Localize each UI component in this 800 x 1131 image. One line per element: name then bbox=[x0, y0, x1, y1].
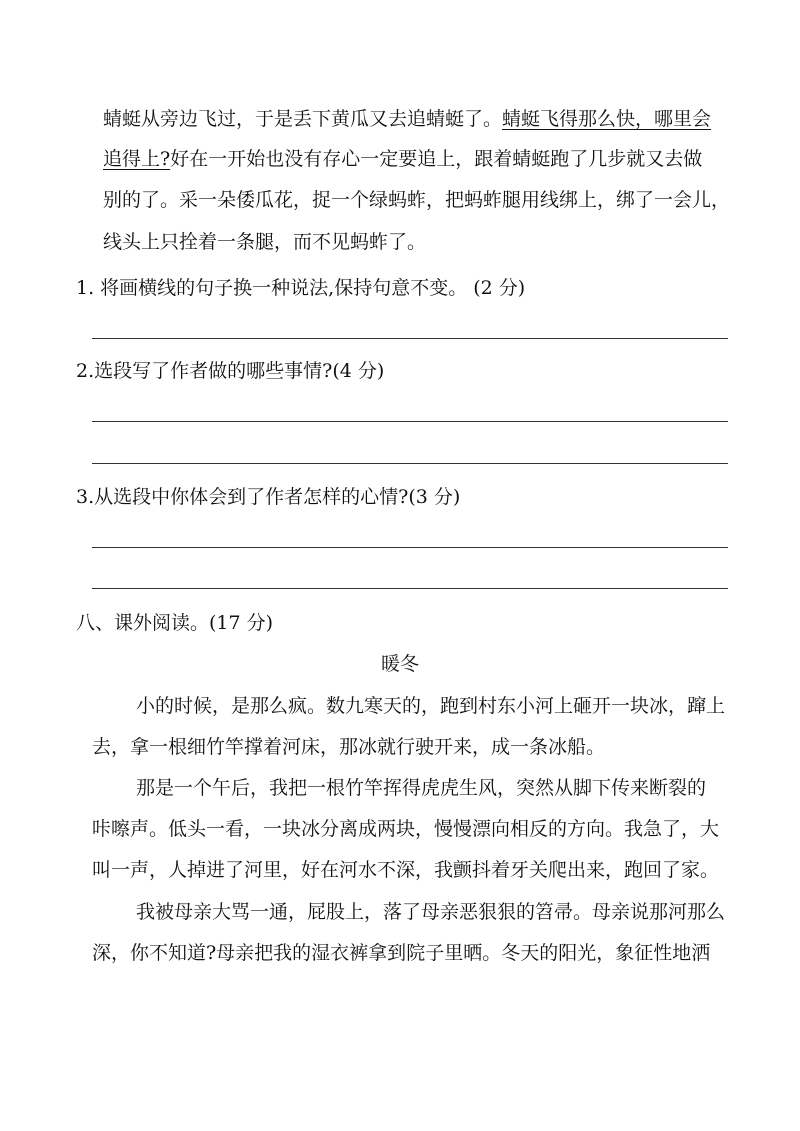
answer-line-q2-2[interactable] bbox=[92, 463, 728, 464]
underlined-sentence-part-1: 蜻蜓飞得那么快，哪里会 bbox=[502, 108, 712, 130]
answer-line-q3-1[interactable] bbox=[92, 547, 728, 548]
passage-line-2 bbox=[103, 146, 702, 172]
article-title: 暖冬 bbox=[380, 653, 419, 675]
passage-text: 好在一开始也没有存心一定要追上，跟着蜻蜓跑了几步就又去做 bbox=[170, 148, 703, 170]
question-1: 1. 将画横线的句子换一种说法,保持句意不变。 (2 分) bbox=[76, 277, 526, 299]
passage-line-4: 线头上只拴着一条腿，而不见蚂蚱了。 bbox=[103, 231, 427, 253]
article-line-5: 叫一声，人掉进了河里，好在河水不深，我颤抖着牙关爬出来，跑回了家。 bbox=[92, 859, 720, 881]
answer-line-q2-1[interactable] bbox=[92, 421, 728, 422]
article-line-4: 咔嚓声。低头一看，一块冰分离成两块，慢慢漂向相反的方向。我急了，大 bbox=[92, 818, 720, 840]
passage-line-1 bbox=[103, 106, 711, 132]
answer-line-q3-2[interactable] bbox=[92, 588, 728, 589]
article-line-2: 去，拿一根细竹竿撑着河床，那冰就行驶开来，成一条冰船。 bbox=[92, 736, 606, 758]
question-2: 2.选段写了作者做的哪些事情?(4 分) bbox=[76, 360, 385, 382]
section-heading: 八、课外阅读。(17 分) bbox=[76, 612, 274, 634]
article-line-3: 那是一个午后，我把一根竹竿挥得虎虎生风，突然从脚下传来断裂的 bbox=[136, 777, 707, 799]
passage-line-3: 别的了。采一朵倭瓜花，捉一个绿蚂蚱，把蚂蚱腿用线绑上，绑了一会儿， bbox=[103, 189, 731, 211]
article-line-1: 小的时候，是那么疯。数九寒天的，跑到村东小河上砸开一块冰，蹿上 bbox=[136, 695, 726, 717]
passage-text: 蜻蜓从旁边飞过，于是丢下黄瓜又去追蜻蜓了。 bbox=[103, 108, 503, 130]
question-3: 3.从选段中你体会到了作者怎样的心情?(3 分) bbox=[76, 486, 461, 508]
underlined-sentence-part-2: 追得上? bbox=[103, 148, 171, 170]
article-line-7: 深，你不知道?母亲把我的湿衣裤拿到院子里晒。冬天的阳光，象征性地洒 bbox=[92, 942, 711, 964]
answer-line-q1[interactable] bbox=[92, 338, 728, 339]
article-line-6: 我被母亲大骂一通，屁股上，落了母亲恶狠狠的笤帚。母亲说那河那么 bbox=[136, 901, 726, 923]
